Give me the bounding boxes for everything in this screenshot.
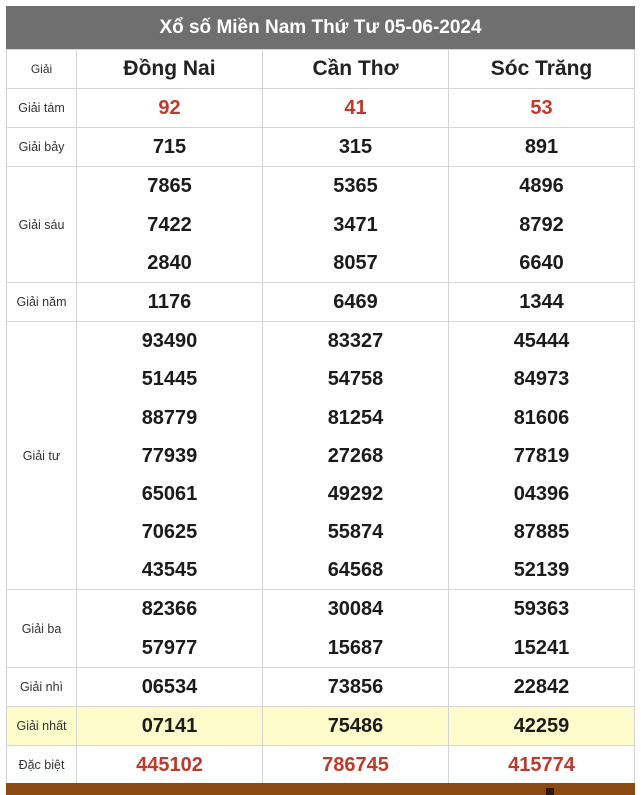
prize-number: 70625 bbox=[141, 521, 198, 544]
footer-marker bbox=[546, 788, 554, 795]
prize-cell bbox=[263, 282, 449, 321]
prize-number: 55874 bbox=[327, 521, 384, 544]
prize-number: 06534 bbox=[141, 675, 198, 698]
prize-cell bbox=[77, 322, 263, 590]
prize-label: Giải tám bbox=[7, 89, 77, 128]
prize-number: 45444 bbox=[513, 330, 570, 353]
prize-number: 07141 bbox=[141, 715, 198, 737]
prize-number: 52139 bbox=[513, 559, 570, 582]
prize-cell bbox=[77, 89, 263, 128]
province-header-can-tho[interactable]: Cần Thơ bbox=[263, 50, 449, 89]
prize-number: 65061 bbox=[141, 482, 198, 505]
prize-number: 57977 bbox=[141, 636, 198, 659]
prize-cell bbox=[77, 282, 263, 321]
prize-number: 84973 bbox=[513, 368, 570, 391]
prize-cell bbox=[449, 128, 635, 167]
prize-number: 891 bbox=[524, 136, 559, 159]
prize-cell bbox=[263, 707, 449, 746]
prize-number: 2840 bbox=[147, 251, 192, 274]
prize-row bbox=[7, 128, 635, 167]
prize-number: 6640 bbox=[519, 251, 564, 274]
prize-label: Giải nhì bbox=[7, 667, 77, 706]
prize-number: 6469 bbox=[333, 290, 378, 313]
prize-number: 1176 bbox=[147, 290, 192, 313]
prize-number: 59363 bbox=[513, 598, 570, 621]
prize-column-header: Giải bbox=[7, 50, 77, 89]
prize-number: 54758 bbox=[327, 368, 384, 391]
prize-number: 15687 bbox=[327, 636, 384, 659]
prize-number: 7865 bbox=[147, 175, 192, 198]
prize-number: 445102 bbox=[136, 754, 203, 777]
prize-number: 43545 bbox=[141, 559, 198, 582]
table-header-row bbox=[7, 50, 635, 89]
prize-cell bbox=[77, 667, 263, 706]
prize-number: 82366 bbox=[141, 598, 198, 621]
prize-number: 415774 bbox=[508, 754, 575, 777]
prize-number: 3471 bbox=[333, 213, 378, 236]
prize-row bbox=[7, 89, 635, 128]
results-title: Xổ số Miền Nam Thứ Tư 05-06-2024 bbox=[6, 6, 635, 49]
prize-cell bbox=[449, 282, 635, 321]
province-header-dong-nai[interactable]: Đồng Nai bbox=[77, 50, 263, 89]
prize-number: 41 bbox=[344, 97, 367, 119]
prize-cell bbox=[263, 128, 449, 167]
prize-label: Giải tư bbox=[7, 322, 77, 590]
prize-number: 42259 bbox=[513, 715, 570, 737]
prize-cell bbox=[77, 128, 263, 167]
prize-number: 30084 bbox=[327, 598, 384, 621]
prize-label: Giải sáu bbox=[7, 167, 77, 283]
prize-number: 1344 bbox=[519, 290, 564, 313]
prize-cell bbox=[449, 707, 635, 746]
prize-number: 04396 bbox=[513, 482, 570, 505]
prize-number: 83327 bbox=[327, 330, 384, 353]
prize-label: Giải nhất bbox=[7, 707, 77, 746]
prize-number: 22842 bbox=[513, 675, 570, 698]
prize-number: 49292 bbox=[327, 482, 384, 505]
prize-cell bbox=[449, 167, 635, 283]
prize-cell bbox=[263, 667, 449, 706]
results-table bbox=[6, 49, 635, 785]
prize-row bbox=[7, 282, 635, 321]
prize-number: 7422 bbox=[147, 213, 192, 236]
prize-number: 92 bbox=[158, 97, 181, 119]
prize-cell bbox=[263, 746, 449, 785]
prize-number: 5365 bbox=[333, 175, 378, 198]
prize-number: 75486 bbox=[327, 715, 384, 737]
prize-cell bbox=[449, 590, 635, 667]
prize-number: 87885 bbox=[513, 521, 570, 544]
prize-cell bbox=[263, 590, 449, 667]
footer-bar bbox=[6, 783, 635, 795]
prize-number: 8057 bbox=[333, 251, 378, 274]
prize-cell bbox=[77, 746, 263, 785]
prize-cell bbox=[449, 746, 635, 785]
prize-number: 715 bbox=[152, 136, 187, 159]
prize-number: 15241 bbox=[513, 636, 570, 659]
prize-cell bbox=[263, 89, 449, 128]
prize-label: Giải ba bbox=[7, 590, 77, 667]
prize-number: 81606 bbox=[513, 406, 570, 429]
prize-label: Giải bảy bbox=[7, 128, 77, 167]
prize-number: 315 bbox=[338, 136, 373, 159]
prize-number: 81254 bbox=[327, 406, 384, 429]
prize-number: 64568 bbox=[327, 559, 384, 582]
prize-cell bbox=[77, 707, 263, 746]
prize-cell bbox=[263, 322, 449, 590]
prize-number: 77939 bbox=[141, 444, 198, 467]
prize-number: 4896 bbox=[519, 175, 564, 198]
prize-row bbox=[7, 667, 635, 706]
prize-cell bbox=[449, 667, 635, 706]
prize-number: 53 bbox=[530, 97, 553, 119]
prize-cell bbox=[449, 322, 635, 590]
prize-row bbox=[7, 322, 635, 590]
prize-row bbox=[7, 746, 635, 785]
prize-number: 93490 bbox=[141, 330, 198, 353]
prize-row bbox=[7, 167, 635, 283]
prize-number: 27268 bbox=[327, 444, 384, 467]
prize-cell bbox=[263, 167, 449, 283]
prize-row bbox=[7, 707, 635, 746]
prize-number: 73856 bbox=[327, 675, 384, 698]
prize-label: Đặc biệt bbox=[7, 746, 77, 785]
prize-cell bbox=[77, 167, 263, 283]
prize-label: Giải năm bbox=[7, 282, 77, 321]
province-header-soc-trang[interactable]: Sóc Trăng bbox=[449, 50, 635, 89]
prize-number: 88779 bbox=[141, 406, 198, 429]
prize-number: 77819 bbox=[513, 444, 570, 467]
prize-cell bbox=[449, 89, 635, 128]
prize-cell bbox=[77, 590, 263, 667]
prize-number: 8792 bbox=[519, 213, 564, 236]
prize-number: 786745 bbox=[322, 754, 389, 777]
prize-row bbox=[7, 590, 635, 667]
prize-number: 51445 bbox=[141, 368, 198, 391]
prize-rows bbox=[7, 89, 635, 785]
